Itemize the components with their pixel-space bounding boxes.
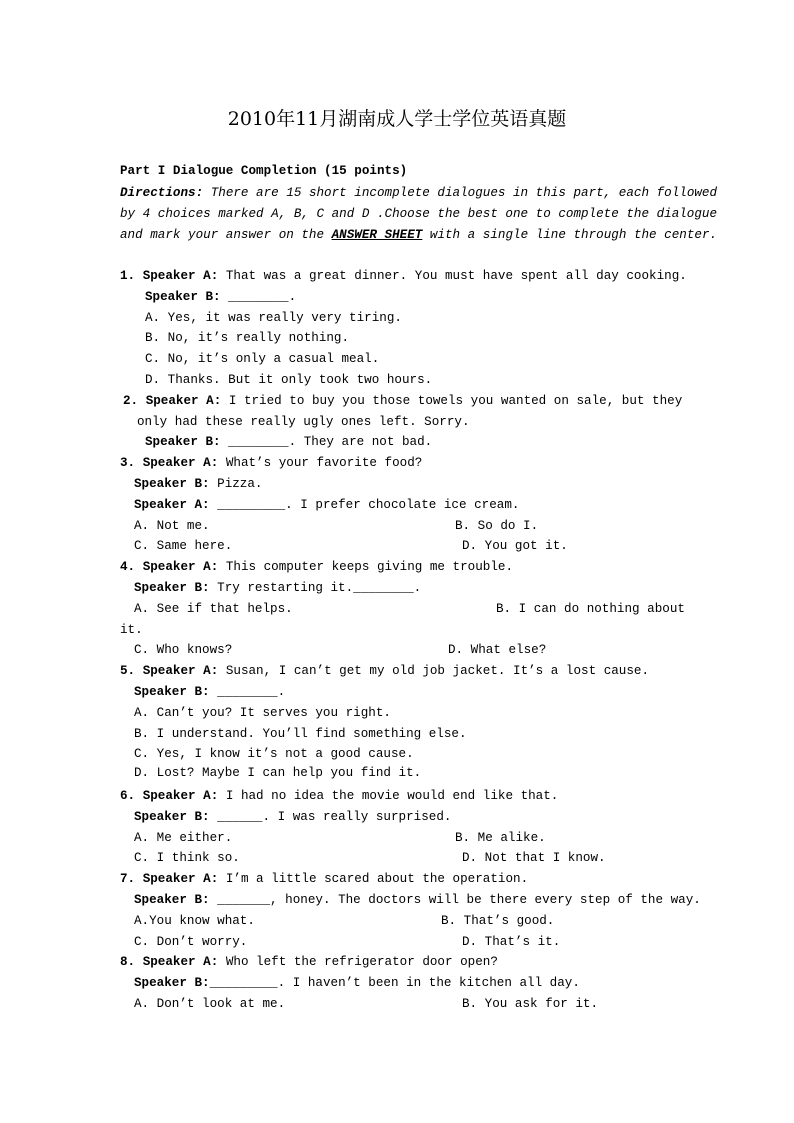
q2-speaker-b — [145, 434, 432, 450]
q3-option-d: D. You got it. — [462, 539, 568, 553]
page-title: 2010年11月湖南成人学士学位英语真题 — [227, 108, 567, 130]
speaker-label: Speaker B: — [134, 893, 210, 907]
speaker-label: Speaker A: — [142, 269, 219, 283]
speaker-label: Speaker B: — [134, 477, 210, 491]
q8-speaker-b — [134, 975, 580, 991]
q7-speaker-b — [134, 892, 701, 908]
answer-blank: ________. — [353, 581, 422, 595]
speaker-line: What’s your favorite food? — [218, 456, 423, 470]
speaker-label: Speaker B: — [134, 810, 210, 824]
q7-option-a: A.You know what. — [134, 914, 255, 928]
q4-speaker-b — [134, 580, 421, 596]
speaker-line: Try restarting it. — [209, 581, 354, 595]
q8-option-a: A. Don’t look at me. — [134, 997, 286, 1011]
q1-speaker-a — [120, 268, 687, 284]
q3-option-c: C. Same here. — [134, 539, 233, 553]
q5-speaker-a — [120, 663, 649, 679]
directions-text-3a: and mark your answer on the — [120, 228, 332, 242]
q7-option-d: D. That’s it. — [462, 935, 561, 949]
speaker-label: Speaker A: — [134, 498, 210, 512]
q7-option-c: C. Don’t worry. — [134, 935, 248, 949]
question-number: 5. — [120, 664, 136, 678]
answer-blank: ________ — [217, 685, 278, 699]
answer-blank: _______ — [217, 893, 271, 907]
speaker-label: Speaker A: — [142, 456, 219, 470]
speaker-line: . — [277, 685, 286, 699]
answer-sheet-keyword: ANSWER SHEET — [331, 228, 423, 242]
q1-option-b: B. No, it’s really nothing. — [145, 331, 350, 345]
speaker-line: , honey. The doctors will be there every step of the way. — [270, 893, 701, 907]
q7-speaker-a — [120, 871, 528, 887]
question-number: 8. — [120, 955, 136, 969]
speaker-label: Speaker B: — [145, 290, 221, 304]
answer-blank: ________. — [228, 290, 297, 304]
speaker-label: Speaker B: — [134, 976, 210, 990]
speaker-label: Speaker B: — [145, 435, 221, 449]
q5-speaker-b — [134, 684, 285, 700]
speaker-label: Speaker B: — [134, 685, 210, 699]
speaker-label: Speaker A: — [142, 560, 219, 574]
q3-speaker-a — [120, 455, 422, 471]
speaker-label: Speaker A: — [142, 955, 219, 969]
directions-text-1: There are 15 short incomplete dialogues in this part, each followed — [203, 186, 718, 200]
speaker-line: That was a great dinner. You must have spent all day cooking. — [218, 269, 687, 283]
speaker-line: . I haven’t been in the kitchen all day. — [277, 976, 580, 990]
question-number: 4. — [120, 560, 136, 574]
q5-option-c: C. Yes, I know it’s not a good cause. — [134, 747, 414, 761]
q1-option-a: A. Yes, it was really very tiring. — [145, 311, 402, 325]
q4-option-b-cont: it. — [120, 623, 143, 637]
part-heading: Part I Dialogue Completion (15 points) — [120, 164, 408, 178]
question-number: 7. — [120, 872, 136, 886]
q8-option-b: B. You ask for it. — [462, 997, 599, 1011]
q1-option-d: D. Thanks. But it only took two hours. — [145, 373, 433, 387]
q4-option-c: C. Who knows? — [134, 643, 233, 657]
q2-speaker-a — [123, 393, 682, 409]
speaker-line: I tried to buy you those towels you wanted on sale, but they — [221, 394, 683, 408]
q3-option-b: B. So do I. — [455, 519, 539, 533]
q4-option-d: D. What else? — [448, 643, 547, 657]
directions-label: Directions: — [120, 186, 204, 200]
directions-line-1 — [120, 185, 717, 201]
speaker-line: I’m a little scared about the operation. — [218, 872, 529, 886]
speaker-label: Speaker A: — [142, 789, 219, 803]
q6-speaker-a — [120, 788, 558, 804]
q6-speaker-b — [134, 809, 451, 825]
speaker-label: Speaker A: — [142, 872, 219, 886]
answer-blank: ________. — [228, 435, 297, 449]
q5-option-b: B. I understand. You’ll find something else. — [134, 727, 467, 741]
speaker-line: . I prefer chocolate ice cream. — [285, 498, 520, 512]
question-number: 1. — [120, 269, 136, 283]
speaker-line: Pizza. — [209, 477, 263, 491]
q1-speaker-b — [145, 289, 296, 305]
directions-line-2: by 4 choices marked A, B, C and D .Choose the best one to complete the dialogue — [120, 207, 718, 221]
q4-option-a: A. See if that helps. — [134, 602, 293, 616]
q2-speaker-a-cont: only had these really ugly ones left. Sorry. — [137, 415, 470, 429]
speaker-line: This computer keeps giving me trouble. — [218, 560, 514, 574]
q5-option-d: D. Lost? Maybe I can help you find it. — [134, 766, 422, 780]
question-number: 2. — [123, 394, 139, 408]
directions-line-3 — [120, 227, 717, 243]
q6-option-a: A. Me either. — [134, 831, 233, 845]
directions-text-3b: with a single line through the center. — [422, 228, 718, 242]
q3-speaker-b — [134, 476, 262, 492]
speaker-line: I had no idea the movie would end like that. — [218, 789, 559, 803]
q8-speaker-a — [120, 954, 498, 970]
speaker-label: Speaker A: — [142, 664, 219, 678]
q5-option-a: A. Can’t you? It serves you right. — [134, 706, 391, 720]
q6-option-b: B. Me alike. — [455, 831, 546, 845]
question-number: 3. — [120, 456, 136, 470]
answer-blank: ______ — [217, 810, 263, 824]
q7-option-b: B. That’s good. — [441, 914, 555, 928]
q3-speaker-a2 — [134, 497, 519, 513]
q4-option-b: B. I can do nothing about — [496, 602, 685, 616]
q3-option-a: A. Not me. — [134, 519, 210, 533]
speaker-label: Speaker B: — [134, 581, 210, 595]
answer-blank: _________ — [209, 976, 278, 990]
speaker-line: Susan, I can’t get my old job jacket. It’s a lost cause. — [218, 664, 650, 678]
q6-option-c: C. I think so. — [134, 851, 240, 865]
speaker-line: Who left the refrigerator door open? — [218, 955, 498, 969]
speaker-label: Speaker A: — [145, 394, 222, 408]
q1-option-c: C. No, it’s only a casual meal. — [145, 352, 380, 366]
q4-speaker-a — [120, 559, 513, 575]
speaker-line: . I was really surprised. — [262, 810, 452, 824]
answer-blank: _________ — [217, 498, 286, 512]
speaker-line: They are not bad. — [296, 435, 433, 449]
question-number: 6. — [120, 789, 136, 803]
q6-option-d: D. Not that I know. — [462, 851, 606, 865]
